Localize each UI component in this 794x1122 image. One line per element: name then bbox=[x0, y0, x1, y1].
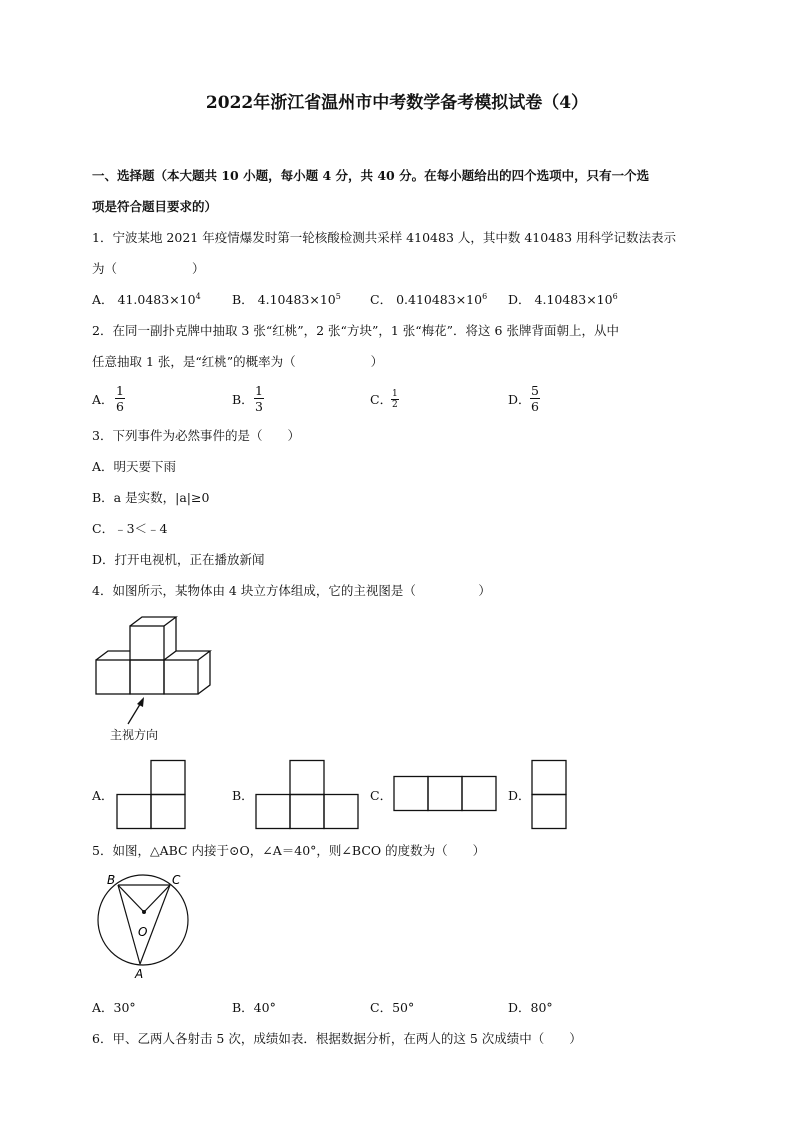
q4-option-b-label: B． bbox=[232, 788, 254, 803]
q2-option-a-label: A． bbox=[92, 392, 114, 407]
q5-point-a: A bbox=[135, 967, 144, 981]
q5-option-c: C．50° bbox=[370, 1000, 415, 1015]
q2-option-d-label: D． bbox=[508, 392, 531, 407]
q5-option-a: A．30° bbox=[92, 1000, 136, 1015]
q3-option-c: C．﹣3＜﹣4 bbox=[92, 521, 168, 536]
page-title: 2022年浙江省温州市中考数学备考模拟试卷（4） bbox=[205, 93, 589, 113]
q1-stem-line1: 1．宁波某地 2021 年疫情爆发时第一轮核酸检测共采样 410483 人，其中数 410483 用科学记数法表示 bbox=[92, 230, 677, 245]
q3-option-a: A．明天要下雨 bbox=[92, 459, 177, 474]
q3-option-b: B．a 是实数，|a|≥0 bbox=[92, 490, 210, 505]
q4-cube-figure bbox=[90, 614, 230, 744]
q4-stem: 4．如图所示，某物体由 4 块立方体组成，它的主视图是（ ） bbox=[92, 583, 491, 598]
section-header-line1: 一、选择题（本大题共 10 小题，每小题 4 分，共 40 分。在每小题给出的四个选项中，只有一个选 bbox=[92, 168, 650, 183]
q5-option-b: B．40° bbox=[232, 1000, 276, 1015]
q4-option-d-label: D． bbox=[508, 788, 531, 803]
q3-stem: 3．下列事件为必然事件的是（ ） bbox=[92, 428, 300, 443]
q5-circle-figure bbox=[90, 872, 230, 982]
q4-option-c-figure bbox=[393, 776, 499, 812]
q4-option-a-label: A． bbox=[92, 788, 114, 803]
q4-option-a-figure bbox=[116, 760, 188, 830]
q2-option-b-label: B． bbox=[232, 392, 254, 407]
q2-stem-line1: 2．在同一副扑克牌中抽取 3 张“红桃”，2 张“方块”，1 张“梅花”．将这 6 张牌背面朝上，从中 bbox=[92, 323, 619, 338]
q4-figure-label: 主视方向 bbox=[110, 728, 159, 742]
q2-option-c-label: C． bbox=[370, 392, 393, 407]
q2-option-a-fraction: $\frac{1}{6}$ bbox=[116, 383, 124, 414]
q5-point-b: B bbox=[107, 873, 116, 887]
q2-option-c-fraction: $\frac{1}{2}$ bbox=[392, 389, 398, 410]
q1-option-c: C． $0.410483\times 10^6$ bbox=[370, 292, 488, 307]
q2-option-b-fraction: $\frac{1}{3}$ bbox=[255, 383, 263, 414]
q5-point-o: O bbox=[138, 925, 148, 939]
q1-option-b: B． $4.10483\times 10^5$ bbox=[232, 292, 341, 307]
q1-option-a: A． $41.0483\times 10^4$ bbox=[92, 292, 201, 307]
section-header-line2: 项是符合题目要求的） bbox=[92, 199, 218, 214]
q5-option-d: D．80° bbox=[508, 1000, 553, 1015]
q4-option-d-figure bbox=[531, 760, 569, 830]
q6-stem: 6．甲、乙两人各射击 5 次，成绩如表．根据数据分析，在两人的这 5 次成绩中（ ） bbox=[92, 1031, 582, 1046]
q5-point-c: C bbox=[172, 873, 181, 887]
q2-option-d-fraction: $\frac{5}{6}$ bbox=[531, 383, 539, 414]
q3-option-d: D．打开电视机，正在播放新闻 bbox=[92, 552, 265, 567]
q1-option-d: D． $4.10483\times 10^6$ bbox=[508, 292, 618, 307]
q4-option-b-figure bbox=[255, 760, 361, 830]
q5-stem: 5．如图，△ABC 内接于⊙O，∠A＝40°，则∠BCO 的度数为（ ） bbox=[92, 843, 486, 858]
q4-option-c-label: C． bbox=[370, 788, 393, 803]
q2-stem-line2: 任意抽取 1 张，是“红桃”的概率为（ ） bbox=[92, 354, 384, 369]
q1-stem-line2: 为（ ） bbox=[92, 261, 205, 276]
